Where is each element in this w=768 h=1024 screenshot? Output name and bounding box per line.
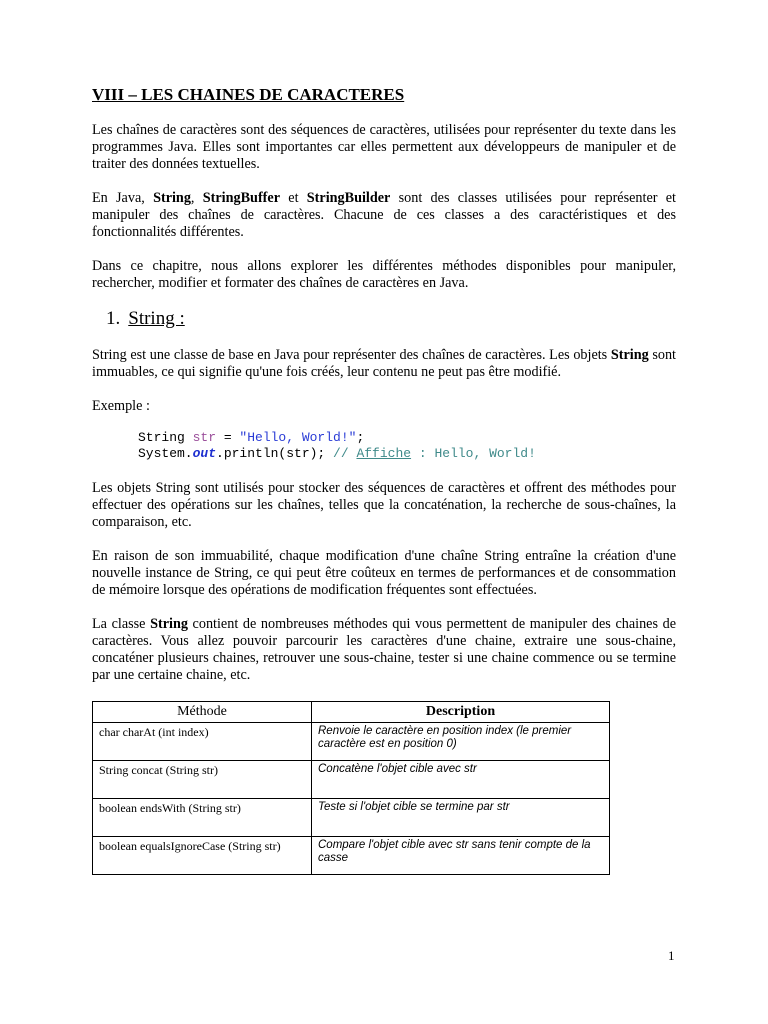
intro-p2-stringbuilder: StringBuilder xyxy=(306,190,391,206)
intro-p2-prefix: En Java, xyxy=(92,190,154,206)
intro-paragraph-2 xyxy=(92,190,676,241)
page-number: 1 xyxy=(668,948,675,963)
section-title: String : xyxy=(128,308,185,329)
code-comment-start: // xyxy=(333,446,357,461)
table-header-row xyxy=(93,702,610,723)
table-row xyxy=(93,799,610,837)
method-description: Renvoie le caractère en position index (le premier caractère est en position 0) xyxy=(312,723,610,761)
code-comment-word: Affiche xyxy=(356,446,412,461)
string-paragraph-2: Les objets String sont utilisés pour stocker des séquences de caractères et offrent des méthodes pour effectuer des opérations sur les chaînes, telles que la concaténation, la recherche de sous-chaînes, la comparaison, etc. xyxy=(92,480,676,530)
table-row xyxy=(93,761,610,799)
string-p1-suffix: sont immuables, ce qui signifie qu'une fois créés, leur contenu ne peut pas être modifié. xyxy=(92,347,677,380)
intro-p2-stringbuffer: StringBuffer xyxy=(202,190,280,206)
intro-paragraph-3: Dans ce chapitre, nous allons explorer les différentes méthodes disponibles pour manipuler, rechercher, modifier et formater des chaînes de caractères en Java. xyxy=(92,258,676,291)
intro-p2-sep2: et xyxy=(280,190,307,206)
string-paragraph-1 xyxy=(92,347,676,381)
methods-table xyxy=(92,701,610,875)
string-p4-suffix: contient de nombreuses méthodes qui vous permettent de manipuler des chaines de caractères. Vous allez pouvoir parcourir les caractères d'une chaine, extraire une sous-chaine, concaténer plusieurs chaines, retrouver une sous-chaine, tester si une chaine commence ou se termine par une certaine chaine, etc. xyxy=(92,616,676,683)
code-comment-end: : Hello, World! xyxy=(411,446,536,461)
intro-p2-sep1: , xyxy=(190,190,203,206)
code-var: str xyxy=(192,430,217,445)
string-paragraph-3: En raison de son immuabilité, chaque modification d'une chaîne String entraîne la création d'une nouvelle instance de String, ce qui peut être coûteux en termes de performances et de consommation de mémoire lorsque des opérations de modification fréquentes sont effectuées. xyxy=(92,548,676,598)
table-row xyxy=(93,837,610,875)
string-p1-prefix: String est une classe de base en Java pour représenter des chaînes de caractères. Les objets xyxy=(92,347,611,363)
header-method: Méthode xyxy=(93,702,312,723)
code-system: System. xyxy=(138,446,193,461)
header-description: Description xyxy=(312,702,610,723)
table-row xyxy=(93,723,610,761)
chapter-title: VIII – LES CHAINES DE CARACTERES xyxy=(92,85,405,104)
intro-p2-suffix: sont des classes utilisées pour représenter et manipuler des chaînes de caractères. Chacune de ces classes a des caractéristiques et des fonctionnalités différentes. xyxy=(92,190,676,240)
method-signature: char charAt (int index) xyxy=(93,723,312,761)
code-println: .println(str); xyxy=(216,446,334,461)
intro-paragraph-1: Les chaînes de caractères sont des séquences de caractères, utilisées pour représenter du texte dans les programmes Java. Elles sont importantes car elles permettent aux développeurs de manipuler et de traiter des données textuelles. xyxy=(92,122,676,172)
string-p4-bold: String xyxy=(150,616,188,632)
method-description: Teste si l'objet cible se termine par str xyxy=(312,799,610,837)
intro-p2-string: String xyxy=(153,190,191,206)
code-type: String xyxy=(138,430,193,445)
method-signature: boolean endsWith (String str) xyxy=(93,799,312,837)
string-p4-prefix: La classe xyxy=(92,616,151,632)
section-number: 1. xyxy=(106,308,121,329)
method-signature: boolean equalsIgnoreCase (String str) xyxy=(93,837,312,875)
code-string-literal: "Hello, World!" xyxy=(239,430,357,445)
section-heading-string xyxy=(92,307,676,331)
method-description: Compare l'objet cible avec str sans tenir compte de la casse xyxy=(312,837,610,875)
string-p1-bold: String xyxy=(610,347,649,363)
code-out-field: out xyxy=(192,446,217,461)
code-eq: = xyxy=(216,430,240,445)
code-example xyxy=(138,430,676,462)
method-signature: String concat (String str) xyxy=(93,761,312,799)
string-paragraph-4 xyxy=(92,616,676,684)
method-description: Concatène l'objet cible avec str xyxy=(312,761,610,799)
example-label: Exemple : xyxy=(92,398,150,414)
code-semicolon: ; xyxy=(356,430,365,445)
document-page xyxy=(92,84,676,875)
